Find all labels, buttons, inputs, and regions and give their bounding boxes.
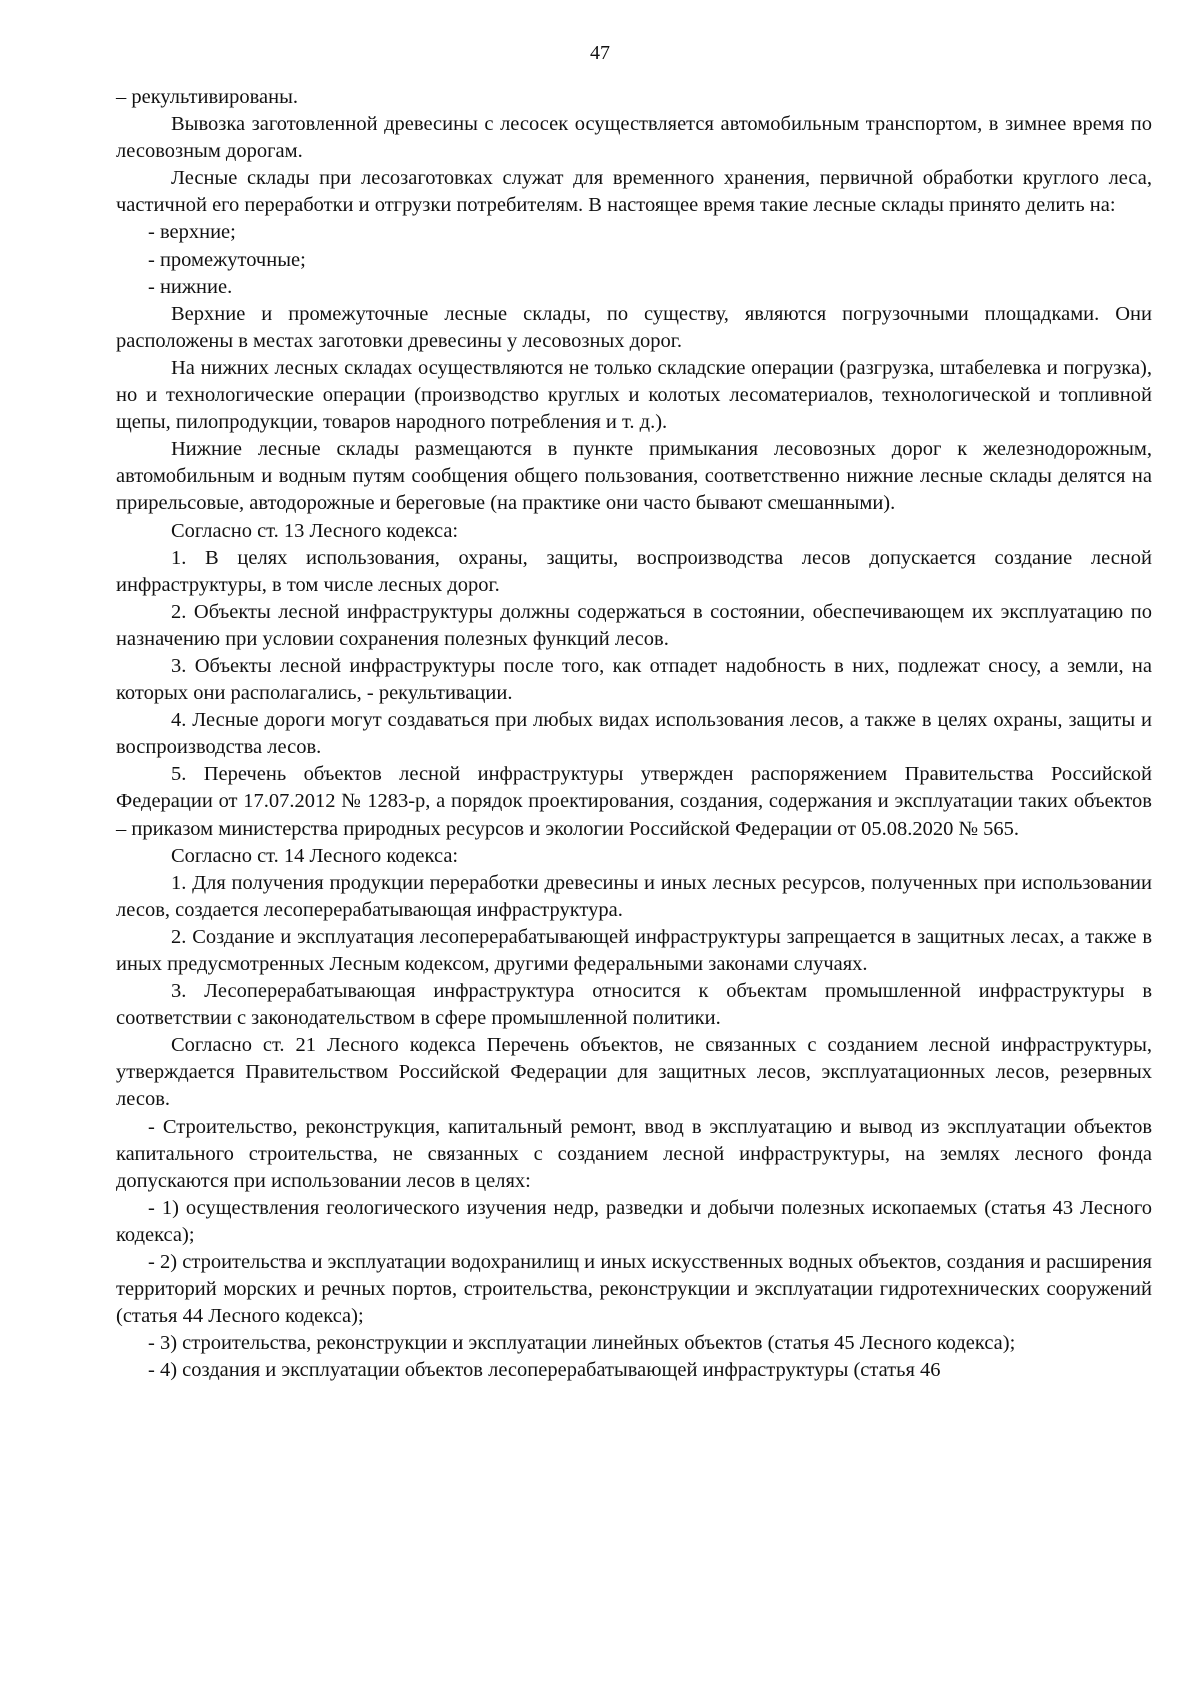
paragraph: На нижних лесных складах осуществляются не только складские операции (разгрузка, штабелевка и погрузка), но и технологические операции (производство круглых и колотых лесоматериалов, технологической и топливной щепы, пилопродукции, товаров народного потребления и т. д.). xyxy=(116,356,1152,434)
paragraph: 3. Объекты лесной инфраструктуры после того, как отпадет надобность в них, подлежат сносу, а земли, на которых они располагались, - рекультивации. xyxy=(116,654,1152,705)
paragraph: 1. В целях использования, охраны, защиты, воспроизводства лесов допускается создание лесной инфраструктуры, в том числе лесных дорог. xyxy=(116,546,1152,596)
page-number: 47 xyxy=(590,42,610,64)
document-body xyxy=(116,84,1152,1385)
paragraph: – рекультивированы. xyxy=(116,86,298,108)
paragraph: 2. Объекты лесной инфраструктуры должны содержаться в состоянии, обеспечивающем их эксплуатацию по назначению при условии сохранения полезных функций лесов. xyxy=(116,600,1152,650)
paragraph: - 4) создания и эксплуатации объектов лесоперерабатывающей инфраструктуры (статья 46 xyxy=(148,1359,941,1382)
paragraph: 3. Лесоперерабатывающая инфраструктура относится к объектам промышленной инфраструктуры в соответствии с законодательством в сфере промышленной политики. xyxy=(116,980,1152,1030)
paragraph: - 3) строительства, реконструкции и эксплуатации линейных объектов (статья 45 Лесного кодекса); xyxy=(148,1332,1016,1355)
list-item: - промежуточные; xyxy=(148,248,306,271)
paragraph: Согласно ст. 14 Лесного кодекса: xyxy=(171,844,459,867)
paragraph: - Строительство, реконструкция, капитальный ремонт, ввод в эксплуатацию и вывод из эксплуатации объектов капитального строительства, не связанных с созданием лесной инфраструктуры, на землях лесного фонда допускаются при использовании лесов в целях: xyxy=(116,1115,1152,1192)
paragraph: - 2) строительства и эксплуатации водохранилищ и иных искусственных водных объектов, создания и расширения территорий морских и речных портов, строительства, реконструкции и эксплуатации гидротехнических сооружений (статья 44 Лесного кодекса); xyxy=(116,1251,1152,1328)
paragraph: 4. Лесные дороги могут создаваться при любых видах использования лесов, а также в целях охраны, защиты и воспроизводства лесов. xyxy=(116,709,1152,759)
list-item: - нижние. xyxy=(148,275,233,298)
paragraph: 5. Перечень объектов лесной инфраструктуры утвержден распоряжением Правительства Российской Федерации от 17.07.2012 № 1283-р, а порядок проектирования, создания, содержания и эксплуатации таких объектов – приказом министерства природных ресурсов и экологии Российской Федерации от 05.08.2020 № 565. xyxy=(116,763,1152,840)
paragraph: Согласно ст. 21 Лесного кодекса Перечень объектов, не связанных с созданием лесной инфраструктуры, утверждается Правительством Российской Федерации для защитных лесов, эксплуатационных лесов, резервных лесов. xyxy=(116,1034,1152,1111)
paragraph: Верхние и промежуточные лесные склады, по существу, являются погрузочными площадками. Они расположены в местах заготовки древесины у лесовозных дорог. xyxy=(116,302,1152,352)
paragraph: 2. Создание и эксплуатация лесоперерабатывающей инфраструктуры запрещается в защитных лесах, а также в иных предусмотренных Лесным кодексом, другими федеральными законами случаях. xyxy=(116,925,1152,975)
list-item: - верхние; xyxy=(148,221,236,244)
paragraph: Вывозка заготовленной древесины с лесосек осуществляется автомобильным транспортом, в зимнее время по лесовозным дорогам. xyxy=(116,113,1152,163)
paragraph: Лесные склады при лесозаготовках служат для временного хранения, первичной обработки круглого леса, частичной его переработки и отгрузки потребителям. В настоящее время такие лесные склады принято делить на: xyxy=(116,167,1152,217)
paragraph: Согласно ст. 13 Лесного кодекса: xyxy=(171,519,459,542)
paragraph: Нижние лесные склады размещаются в пункте примыкания лесовозных дорог к железнодорожным, автомобильным и водным путям сообщения общего пользования, соответственно нижние лесные склады делятся на прирельсовые, автодорожные и береговые (на практике они часто бывают смешанными). xyxy=(116,438,1152,515)
paragraph: - 1) осуществления геологического изучения недр, разведки и добычи полезных ископаемых (статья 43 Лесного кодекса); xyxy=(116,1196,1152,1246)
paragraph: 1. Для получения продукции переработки древесины и иных лесных ресурсов, полученных при использовании лесов, создается лесоперерабатывающая инфраструктура. xyxy=(116,871,1152,921)
